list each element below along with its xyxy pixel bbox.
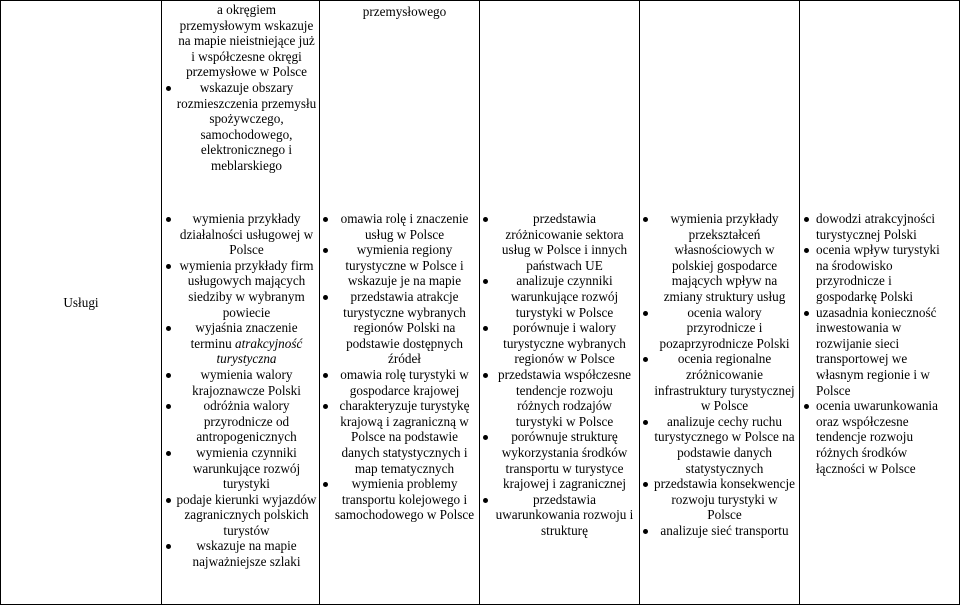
list-item: ocenia uwarunkowania oraz współczesne tendencje rozwoju różnych środków łączności w Polsce — [800, 398, 959, 476]
section-previous-topic — [640, 1, 799, 208]
list-item: ocenia walory przyrodnicze i pozaprzyrodnicze Polski — [640, 305, 799, 352]
list-item: wymienia walory krajoznawcze Polski — [162, 367, 319, 398]
section-services — [800, 208, 959, 604]
list-item: wymienia problemy transportu kolejowego i samochodowego w Polsce — [320, 476, 479, 523]
list-item: wymienia regiony turystyczne w Polsce i wskazuje je na mapie — [320, 242, 479, 289]
section-previous-topic — [320, 1, 479, 208]
list-item: dowodzi atrakcyjności turystycznej Polski — [800, 211, 959, 242]
section-services — [162, 208, 319, 604]
table-row — [1, 1, 960, 605]
list-item: przedstawia uwarunkowania rozwoju i strukturę — [480, 492, 639, 539]
section-previous-topic — [800, 1, 959, 208]
list-item-text: wyjaśnia znaczenie terminu — [190, 320, 298, 351]
list-item: analizuje czynniki warunkujące rozwój turystyki w Polsce — [480, 273, 639, 320]
row-label-cell — [1, 1, 162, 605]
section-services — [480, 208, 639, 604]
list-item: porównuje i walory turystyczne wybranych regionów w Polsce — [480, 320, 639, 367]
list-item — [162, 320, 319, 367]
list-item: odróżnia walory przyrodnicze od antropogenicznych — [162, 398, 319, 445]
list-item: omawia rolę i znaczenie usług w Polsce — [320, 211, 479, 242]
section-previous-topic — [480, 1, 639, 208]
list-item: wymienia przykłady firm usługowych mających siedziby w wybranym powiecie — [162, 258, 319, 320]
section-services — [320, 208, 479, 604]
section-previous-topic — [162, 1, 319, 208]
list-item: wymienia czynniki warunkujące rozwój turystyki — [162, 445, 319, 492]
grade-cell-4 — [640, 1, 800, 605]
list-item: porównuje strukturę wykorzystania środków transportu w turystyce krajowej i zagranicznej — [480, 429, 639, 491]
grade-cell-3 — [480, 1, 640, 605]
list-item: przedstawia konsekwencje rozwoju turystyki w Polsce — [640, 476, 799, 523]
list-item: przemysłowego — [362, 4, 447, 19]
row-label: Usługi — [63, 294, 99, 310]
list-item: przedstawia zróżnicowanie sektora usług w Polsce i innych państwach UE — [480, 211, 639, 273]
list-item: analizuje sieć transportu — [640, 523, 799, 539]
list-item: analizuje cechy ruchu turystycznego w Polsce na podstawie danych statystycznych — [640, 414, 799, 476]
list-item: a okręgiem przemysłowym wskazuje na mapie nieistniejące już i współczesne okręgi przemysłowe w Polsce — [178, 2, 315, 80]
section-services — [640, 208, 799, 604]
list-item: wymienia przykłady przekształceń własnościowych w polskiej gospodarce mających wpływ na zmiany struktury usług — [640, 211, 799, 305]
grade-cell-2 — [320, 1, 480, 605]
grade-cell-5 — [800, 1, 960, 605]
list-item: omawia rolę turystyki w gospodarce krajowej — [320, 367, 479, 398]
list-item: charakteryzuje turystykę krajową i zagraniczną w Polsce na podstawie danych statystycznych i map tematycznych — [320, 398, 479, 476]
list-item: ocenia wpływ turystyki na środowisko przyrodnicze i gospodarkę Polski — [800, 242, 959, 304]
list-item: uzasadnia konieczność inwestowania w rozwijanie sieci transportowej we własnym regionie i w Polsce — [800, 305, 959, 399]
list-item: wymienia przykłady działalności usługowej w Polsce — [162, 211, 319, 258]
list-item: wskazuje na mapie najważniejsze szlaki — [162, 538, 319, 569]
list-item: przedstawia atrakcje turystyczne wybranych regionów Polski na podstawie dostępnych źródeł — [320, 289, 479, 367]
list-item: wskazuje obszary rozmieszczenia przemysłu spożywczego, samochodowego, elektronicznego i meblarskiego — [162, 80, 319, 174]
grade-cell-1 — [162, 1, 320, 605]
list-item: podaje kierunki wyjazdów zagranicznych polskich turystów — [162, 492, 319, 539]
list-item: ocenia regionalne zróżnicowanie infrastruktury turystycznej w Polsce — [640, 351, 799, 413]
term-italic: atrakcyjność turystyczna — [216, 335, 303, 367]
list-item: przedstawia współczesne tendencje rozwoju różnych rodzajów turystyki w Polsce — [480, 367, 639, 429]
